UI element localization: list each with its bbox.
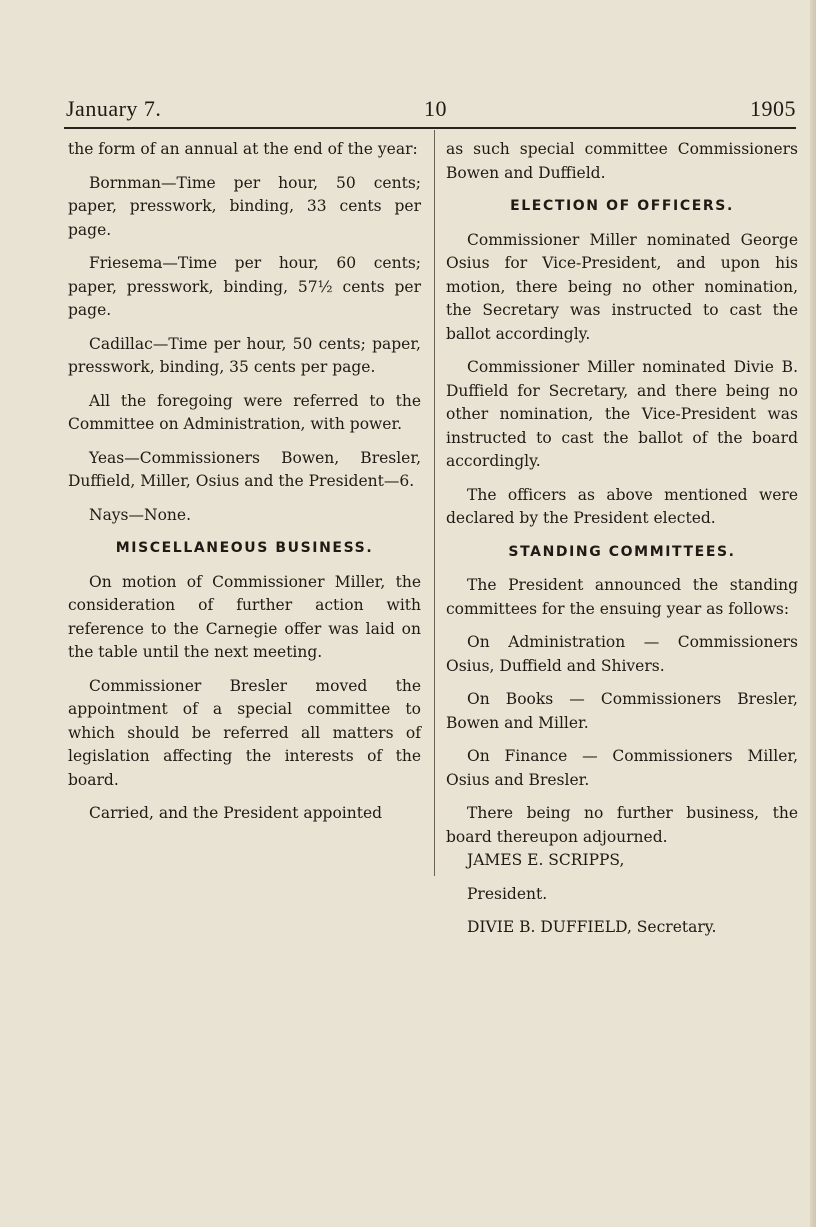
paragraph: the form of an annual at the end of the year:	[68, 140, 418, 158]
paragraph: On Books — Commissioners Bresler, Bowen and Miller.	[446, 690, 798, 732]
header-date: January 7.	[66, 96, 162, 121]
paragraph: Carried, and the President appointed	[89, 804, 383, 822]
left-column	[68, 138, 421, 826]
paragraph: Commissioner Miller nominated George Osius for Vice-President, and upon his motion, there being no other nomination, the Secretary was instructed to cast the ballot accordingly.	[446, 230, 798, 343]
paragraph: On motion of Commissioner Miller, the consideration of further action with reference to the Carnegie offer was laid on the table until the next meeting.	[68, 572, 421, 661]
header-rule	[64, 127, 796, 129]
paragraph: On Administration — Commissioners Osius, Duffield and Shivers.	[446, 633, 798, 675]
paragraph: On Finance — Commissioners Miller, Osius and Bresler.	[446, 747, 798, 789]
paragraph: Nays—None.	[89, 505, 191, 524]
paragraph: The officers as above mentioned were declared by the President elected.	[446, 485, 798, 527]
section-heading: MISCELLANEOUS BUSINESS.	[115, 540, 374, 556]
page-number: 10	[424, 96, 447, 121]
paragraph: Cadillac—Time per hour, 50 cents; paper, presswork, binding, 35 cents per page.	[68, 334, 421, 376]
paragraph: Yeas—Commissioners Bowen, Bresler, Duffield, Miller, Osius and the President—6.	[68, 448, 421, 490]
paragraph: Bornman—Time per hour, 50 cents; paper, presswork, binding, 33 cents per page.	[68, 173, 421, 239]
right-column	[446, 138, 798, 950]
paragraph: Friesema—Time per hour, 60 cents; paper, presswork, binding, 57½ cents per page.	[68, 254, 421, 319]
signature-name: JAMES E. SCRIPPS,	[467, 851, 625, 869]
paragraph: Commissioner Bresler moved the appointment of a special committee to which should be referred all matters of legislation affecting the interests of the board.	[68, 676, 421, 789]
paragraph: as such special committee Commissioners Bowen and Duffield.	[446, 140, 798, 182]
paragraph: Commissioner Miller nominated Divie B. Duffield for Secretary, and there being no other nomination, the Vice-President was instructed to cast the ballot of the board accordingly.	[446, 358, 798, 470]
page-edge	[810, 0, 816, 1227]
paragraph: The President announced the standing committees for the ensuing year as follows:	[446, 576, 798, 618]
paragraph: All the foregoing were referred to the Committee on Administration, with power.	[68, 391, 421, 433]
section-heading: STANDING COMMITTEES.	[508, 543, 736, 560]
signature-title: President.	[467, 884, 548, 903]
column-divider	[434, 130, 435, 876]
secretary-line: DIVIE B. DUFFIELD, Secretary.	[467, 918, 717, 936]
section-heading: ELECTION OF OFFICERS.	[510, 198, 734, 214]
running-head	[66, 96, 796, 128]
paragraph: There being no further business, the board thereupon adjourned.	[446, 804, 798, 846]
header-year: 1905	[750, 96, 796, 121]
